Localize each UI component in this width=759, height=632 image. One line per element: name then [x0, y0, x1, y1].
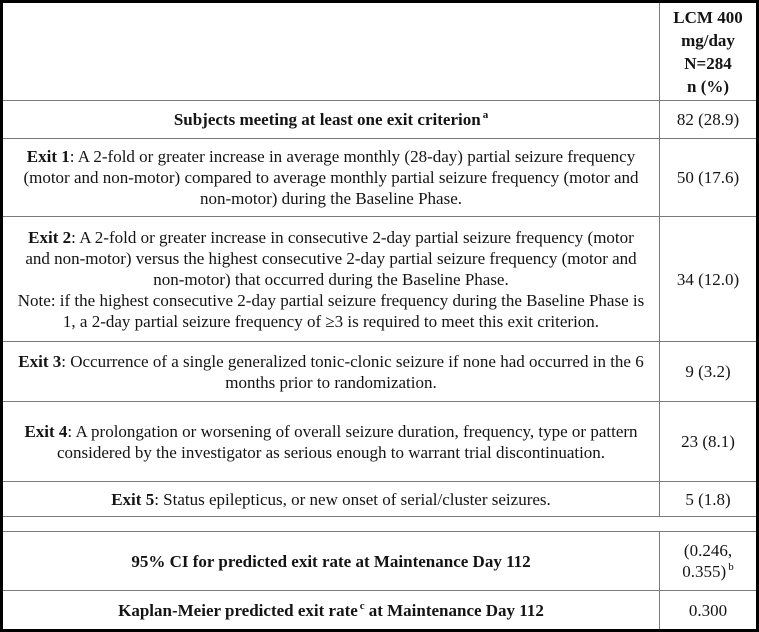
exit5-title: Exit 5: [111, 489, 155, 509]
header-treatment-cell: [659, 3, 756, 100]
subjects-label: Subjects meeting at least one exit criterion: [173, 110, 481, 129]
table-row-kaplan-meier: [3, 590, 756, 629]
exit1-text: : A 2-fold or greater increase in average monthly (28-day) partial seizure frequency (motor and non-motor) compared to average monthly partial seizure frequency (motor and non-motor) during the Baseline Phase.: [23, 147, 639, 208]
exit1-value: 50 (17.6): [659, 139, 756, 216]
ci-label-cell: [3, 532, 659, 590]
exit4-value: 23 (8.1): [659, 402, 756, 481]
exit1-title: Exit 1: [26, 147, 70, 166]
km-label-cell: [3, 591, 659, 629]
treatment-n-pct: n (%): [686, 76, 730, 96]
exit3-label-cell: [3, 342, 659, 401]
ci-label: 95% CI for predicted exit rate at Maintenance Day 112: [131, 551, 531, 571]
exit2-title: Exit 2: [28, 227, 72, 247]
table-header-row: [3, 3, 756, 100]
table-row-exit-5: [3, 481, 756, 516]
footnote-a-marker: a: [482, 109, 489, 122]
treatment-dose: mg/day: [681, 30, 735, 50]
table-spacer-row: [3, 516, 756, 531]
table-row-exit-2: [3, 216, 756, 341]
treatment-name: LCM 400: [673, 7, 743, 27]
km-label-post: at Maintenance Day 112: [368, 600, 544, 620]
exit5-label-cell: [3, 482, 659, 516]
footnote-c-marker: c: [359, 599, 365, 612]
treatment-n: N=284: [684, 53, 732, 73]
exit3-value: 9 (3.2): [659, 342, 756, 401]
exit2-note: Note: if the highest consecutive 2-day partial seizure frequency during the Baseline Phase is 1, a 2-day partial seizure frequency of ≥3 is required to meet this exit criterion.: [17, 290, 645, 331]
table-row-exit-3: [3, 341, 756, 401]
exit5-text: : Status epilepticus, or new onset of serial/cluster seizures.: [154, 489, 551, 509]
exit2-label-cell: [3, 217, 659, 341]
spacer-cell: [3, 517, 756, 531]
table-row-exit-4: [3, 401, 756, 481]
table-row-95ci: [3, 531, 756, 590]
exit3-text: : Occurrence of a single generalized tonic-clonic seizure if none had occurred in the 6 months prior to randomization.: [61, 351, 644, 392]
table-row-subjects: [3, 100, 756, 138]
subjects-value: 82 (28.9): [659, 101, 756, 138]
exit2-value: 34 (12.0): [659, 217, 756, 341]
exit4-label-cell: [3, 402, 659, 481]
footnote-b-marker: b: [728, 561, 734, 574]
exit3-title: Exit 3: [18, 351, 62, 371]
exit1-label-cell: [3, 139, 659, 216]
header-empty-cell: [3, 3, 659, 100]
table-row-exit-1: [3, 138, 756, 216]
exit5-value: 5 (1.8): [659, 482, 756, 516]
ci-value-cell: [659, 532, 756, 590]
km-label-pre: Kaplan-Meier predicted exit rate: [118, 600, 358, 620]
ci-value-line2: 0.355): [682, 562, 727, 581]
exit4-title: Exit 4: [24, 421, 68, 441]
exit4-text: : A prolongation or worsening of overall seizure duration, frequency, type or pattern considered by the investigator as serious enough to warrant trial discontinuation.: [56, 421, 638, 462]
exit2-text: : A 2-fold or greater increase in consecutive 2-day partial seizure frequency (motor and non-motor) versus the highest consecutive 2-day partial seizure frequency (motor and non-motor) that occurred during the Baseline Phase.: [25, 227, 637, 289]
subjects-label-cell: [3, 101, 659, 138]
ci-value-line1: (0.246,: [683, 541, 733, 560]
km-value: 0.300: [659, 591, 756, 629]
